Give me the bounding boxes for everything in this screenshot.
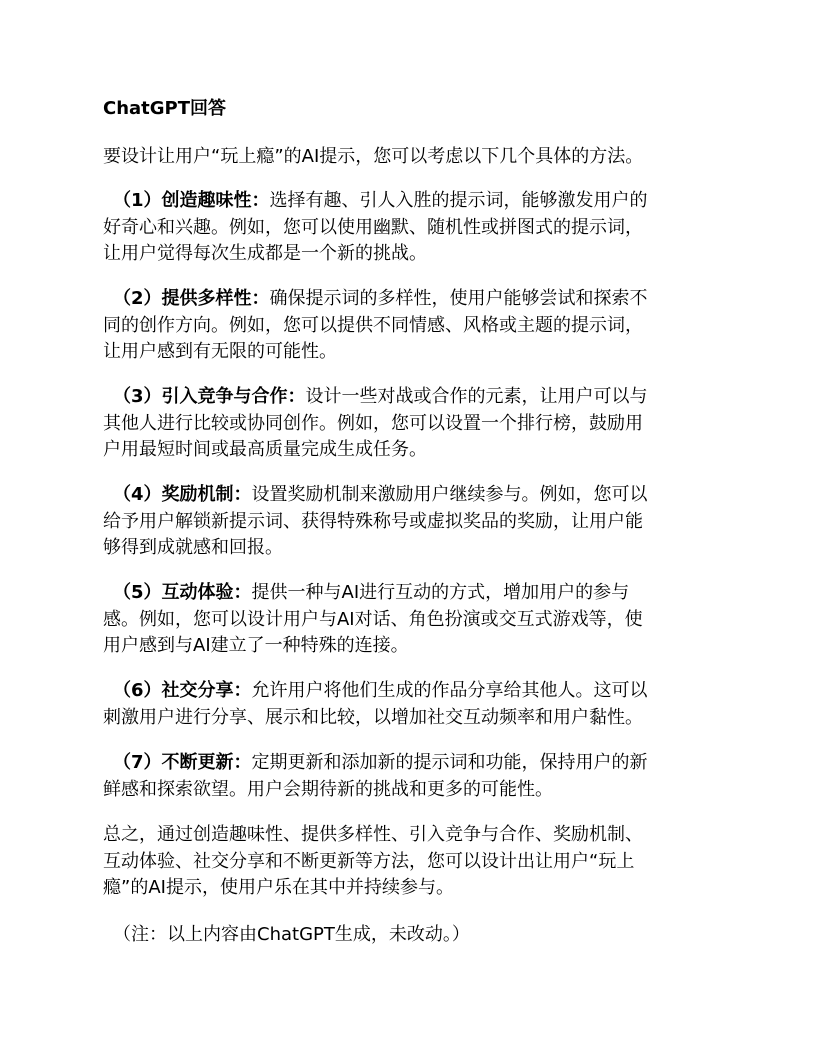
document-title: ChatGPT回答 <box>103 98 227 119</box>
item-text: 其他人进行比较或协同创作。例如，您可以设置一个排行榜，鼓励用 <box>103 412 643 434</box>
item-text: 户用最短时间或最高质量完成生成任务。 <box>103 439 427 460</box>
method-item-4 <box>103 482 723 562</box>
item-text: 选择有趣、引人入胜的提示词，能够激发用户的 <box>269 190 648 211</box>
item-text: 让用户感到有无限的可能性。 <box>103 341 337 362</box>
item-label: （3）引入竞争与合作： <box>113 386 306 407</box>
item-text: 让用户觉得每次生成都是一个新的挑战。 <box>103 243 427 264</box>
item-label: （6）社交分享： <box>113 680 252 701</box>
item-text: 确保提示词的多样性，使用户能够尝试和探索不 <box>269 288 648 309</box>
item-text: 用户感到与AI建立了一种特殊的连接。 <box>103 635 409 656</box>
item-label: （5）互动体验： <box>113 582 252 603</box>
item-label: （1）创造趣味性： <box>113 190 270 211</box>
item-first-line <box>103 580 723 607</box>
method-item-7 <box>103 750 723 803</box>
item-text: 设计一些对战或合作的元素，让用户可以与 <box>305 386 648 407</box>
item-text: 提供一种与AI进行互动的方式，增加用户的参与 <box>251 582 630 603</box>
summary-line: 互动体验、社交分享和不断更新等方法，您可以设计出让用户“玩上 <box>103 850 635 872</box>
summary-line: 总之，通过创造趣味性、提供多样性、引入竞争与合作、奖励机制、 <box>103 824 643 845</box>
item-label: （7）不断更新： <box>113 752 252 773</box>
item-text: 好奇心和兴趣。例如，您可以使用幽默、随机性或拼图式的提示词， <box>103 216 643 238</box>
item-first-line <box>103 750 723 777</box>
item-text: 够得到成就感和回报。 <box>103 537 283 558</box>
item-text: 鲜感和探索欲望。用户会期待新的挑战和更多的可能性。 <box>103 778 553 800</box>
intro-paragraph: 要设计让用户“玩上瘾”的AI提示，您可以考虑以下几个具体的方法。 <box>103 146 644 167</box>
item-text: 允许用户将他们生成的作品分享给其他人。这可以 <box>251 680 648 701</box>
item-first-line <box>103 384 723 411</box>
summary-line: 瘾”的AI提示，使用户乐在其中并持续参与。 <box>103 877 454 898</box>
method-item-2 <box>103 286 723 366</box>
summary-paragraph <box>103 822 723 902</box>
item-first-line <box>103 188 723 215</box>
item-text: 定期更新和添加新的提示词和功能，保持用户的新 <box>251 752 648 773</box>
item-text: 同的创作方向。例如，您可以提供不同情感、风格或主题的提示词， <box>103 314 643 336</box>
item-first-line <box>103 482 723 509</box>
method-item-6 <box>103 678 723 731</box>
item-text: 刺激用户进行分享、展示和比较，以增加社交互动频率和用户黏性。 <box>103 706 643 728</box>
method-item-1 <box>103 188 723 268</box>
method-item-3 <box>103 384 723 464</box>
method-item-5 <box>103 580 723 660</box>
item-label: （2）提供多样性： <box>113 288 270 309</box>
item-label: （4）奖励机制： <box>113 484 252 505</box>
footnote: （注：以上内容由ChatGPT生成，未改动。） <box>113 924 470 945</box>
item-first-line <box>103 286 723 313</box>
item-text: 给予用户解锁新提示词、获得特殊称号或虚拟奖品的奖励，让用户能 <box>103 510 643 532</box>
item-first-line <box>103 678 723 705</box>
item-text: 设置奖励机制来激励用户继续参与。例如，您可以 <box>251 484 648 505</box>
item-text: 感。例如，您可以设计用户与AI对话、角色扮演或交互式游戏等，使 <box>103 608 643 630</box>
